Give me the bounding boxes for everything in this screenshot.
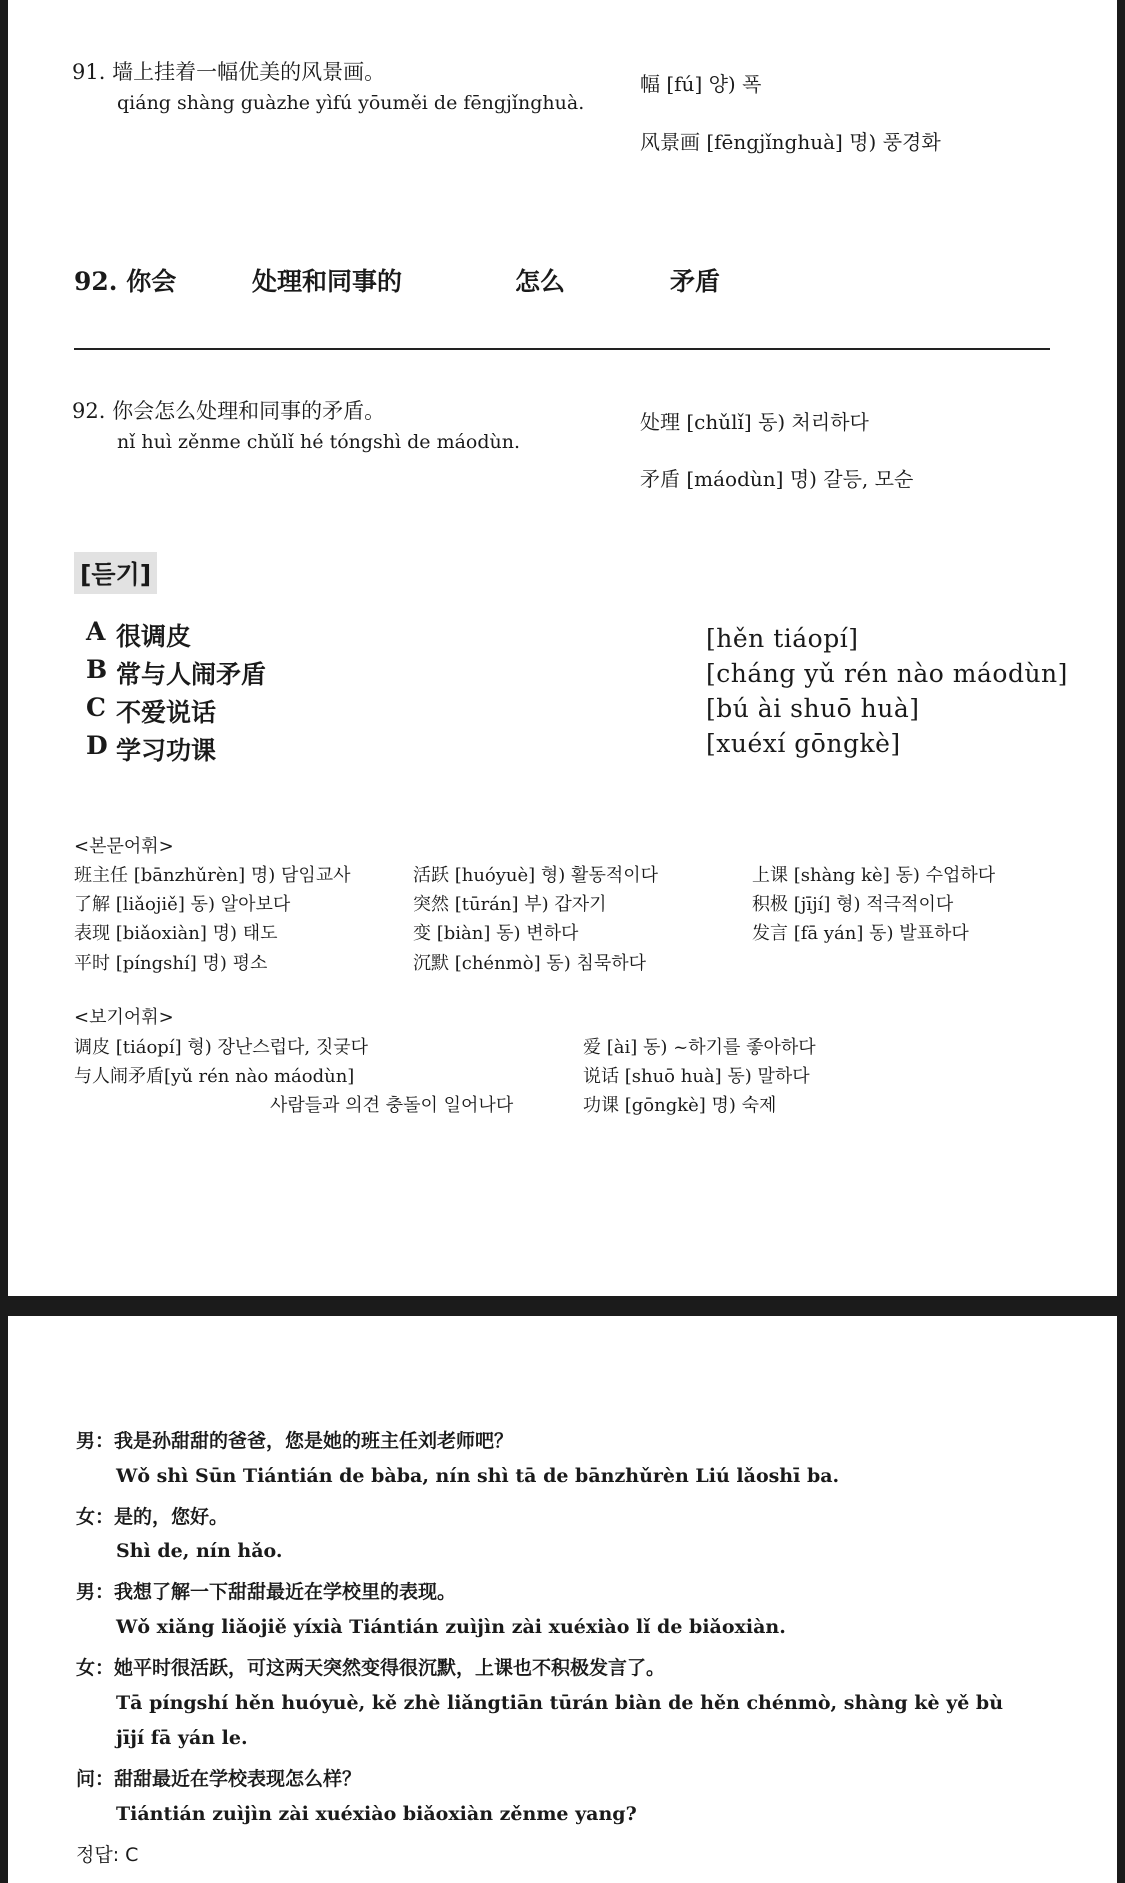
option-vocab-l3: 사람들과 의견 충돌이 일어나다 [270, 1095, 514, 1116]
option-c-letter: C [86, 693, 106, 722]
option-vocab-heading: <보기어휘> [74, 1007, 174, 1028]
item92-vocab-1: 处理 [chǔlǐ] 동) 처리하다 [640, 410, 869, 434]
option-a-letter: A [86, 617, 106, 646]
option-d-letter: D [86, 731, 108, 760]
option-a-pinyin: [hěn tiáopí] [706, 624, 859, 653]
q92-word-3: 怎么 [515, 267, 566, 296]
option-c-text: 不爱说话 [116, 698, 217, 727]
dialogue-speaker-5: 问： [76, 1768, 115, 1790]
option-vocab-l1: 调皮 [tiáopí] 형) 장난스럽다, 짓궂다 [74, 1037, 369, 1058]
dialogue-cn-1: 我是孙甜甜的爸爸，您是她的班主任刘老师吧？ [114, 1430, 514, 1452]
item91-vocab-1: 幅 [fú] 양) 폭 [640, 72, 762, 96]
option-d-pinyin: [xuéxí gōngkè] [706, 729, 901, 758]
dialogue-py-1: Wǒ shì Sūn Tiántián de bàba, nín shì tā de bānzhǔrèn Liú lǎoshī ba. [116, 1465, 840, 1487]
q92-word-2: 处理和同事的 [252, 267, 403, 296]
page-2 [8, 1316, 1117, 1883]
dialogue-py-4b: jījí fā yán le. [116, 1727, 248, 1749]
dialogue-cn-2: 是的，您好。 [114, 1506, 229, 1528]
option-c-pinyin: [bú ài shuō huà] [706, 694, 920, 723]
option-b-text: 常与人闹矛盾 [116, 660, 267, 689]
listening-tag: [듣기] [74, 552, 157, 594]
dialogue-cn-4: 她平时很活跃，可这两天突然变得很沉默，上课也不积极发言了。 [114, 1657, 666, 1679]
option-b-pinyin: [cháng yǔ rén nào máodùn] [706, 659, 1068, 688]
q92-word-1: 92. 你会 [74, 267, 177, 296]
option-a-text: 很调皮 [116, 622, 192, 651]
item91-pinyin: qiáng shàng guàzhe yìfú yōuměi de fēngjǐnghuà. [117, 92, 585, 114]
answer-line [74, 348, 1050, 350]
item92-vocab-2: 矛盾 [máodùn] 명) 갈등, 모순 [640, 467, 914, 491]
dialogue-speaker-2: 女： [76, 1506, 115, 1528]
option-d-text: 学习功课 [116, 736, 217, 765]
text-vocab-c1-4: 平时 [píngshí] 명) 평소 [74, 953, 268, 974]
text-vocab-heading: <본문어휘> [74, 836, 174, 857]
item92-sentence: 92. 你会怎么处理和同事的矛盾。 [72, 399, 386, 423]
item92-pinyin: nǐ huì zěnme chǔlǐ hé tóngshì de máodùn. [117, 431, 521, 453]
text-vocab-c2-2: 突然 [tūrán] 부) 갑자기 [413, 894, 607, 915]
dialogue-speaker-4: 女： [76, 1657, 115, 1679]
dialogue-cn-3: 我想了解一下甜甜最近在学校里的表现。 [114, 1581, 457, 1603]
text-vocab-c2-1: 活跃 [huóyuè] 형) 활동적이다 [413, 865, 658, 886]
text-vocab-c3-2: 积极 [jījí] 형) 적극적이다 [752, 894, 954, 915]
text-vocab-c1-2: 了解 [liǎojiě] 동) 알아보다 [74, 894, 291, 915]
item91-sentence: 91. 墙上挂着一幅优美的风景画。 [72, 60, 386, 84]
dialogue-speaker-3: 男： [76, 1581, 115, 1603]
text-vocab-c3-1: 上课 [shàng kè] 동) 수업하다 [752, 865, 996, 886]
text-vocab-c1-1: 班主任 [bānzhǔrèn] 명) 담임교사 [74, 865, 351, 886]
option-b-letter: B [86, 655, 108, 684]
option-vocab-r3: 功课 [gōngkè] 명) 숙제 [583, 1095, 777, 1116]
q92-word-4: 矛盾 [670, 267, 721, 296]
page-1 [8, 0, 1117, 1296]
dialogue-cn-5: 甜甜最近在学校表现怎么样？ [114, 1768, 362, 1790]
option-vocab-l2: 与人闹矛盾[yǔ rén nào máodùn] [74, 1066, 355, 1087]
text-vocab-c2-4: 沉默 [chénmò] 동) 침묵하다 [413, 953, 646, 974]
dialogue-py-2: Shì de, nín hǎo. [116, 1540, 283, 1562]
dialogue-speaker-1: 男： [76, 1430, 115, 1452]
text-vocab-c2-3: 变 [biàn] 동) 변하다 [413, 923, 579, 944]
text-vocab-c1-3: 表现 [biǎoxiàn] 명) 태도 [74, 923, 278, 944]
option-vocab-r1: 爱 [ài] 동) ~하기를 좋아하다 [583, 1037, 816, 1058]
item91-vocab-2: 风景画 [fēngjǐnghuà] 명) 풍경화 [640, 130, 941, 154]
answer-text: 정답: C [76, 1844, 139, 1866]
dialogue-py-5: Tiántián zuìjìn zài xuéxiào biǎoxiàn zěnme yang? [116, 1803, 637, 1825]
dialogue-py-4a: Tā píngshí hěn huóyuè, kě zhè liǎngtiān tūrán biàn de hěn chénmò, shàng kè yě bù [116, 1692, 1004, 1714]
dialogue-py-3: Wǒ xiǎng liǎojiě yíxià Tiántián zuìjìn zài xuéxiào lǐ de biǎoxiàn. [116, 1616, 786, 1638]
option-vocab-r2: 说话 [shuō huà] 동) 말하다 [583, 1066, 810, 1087]
text-vocab-c3-3: 发言 [fā yán] 동) 발표하다 [752, 923, 969, 944]
